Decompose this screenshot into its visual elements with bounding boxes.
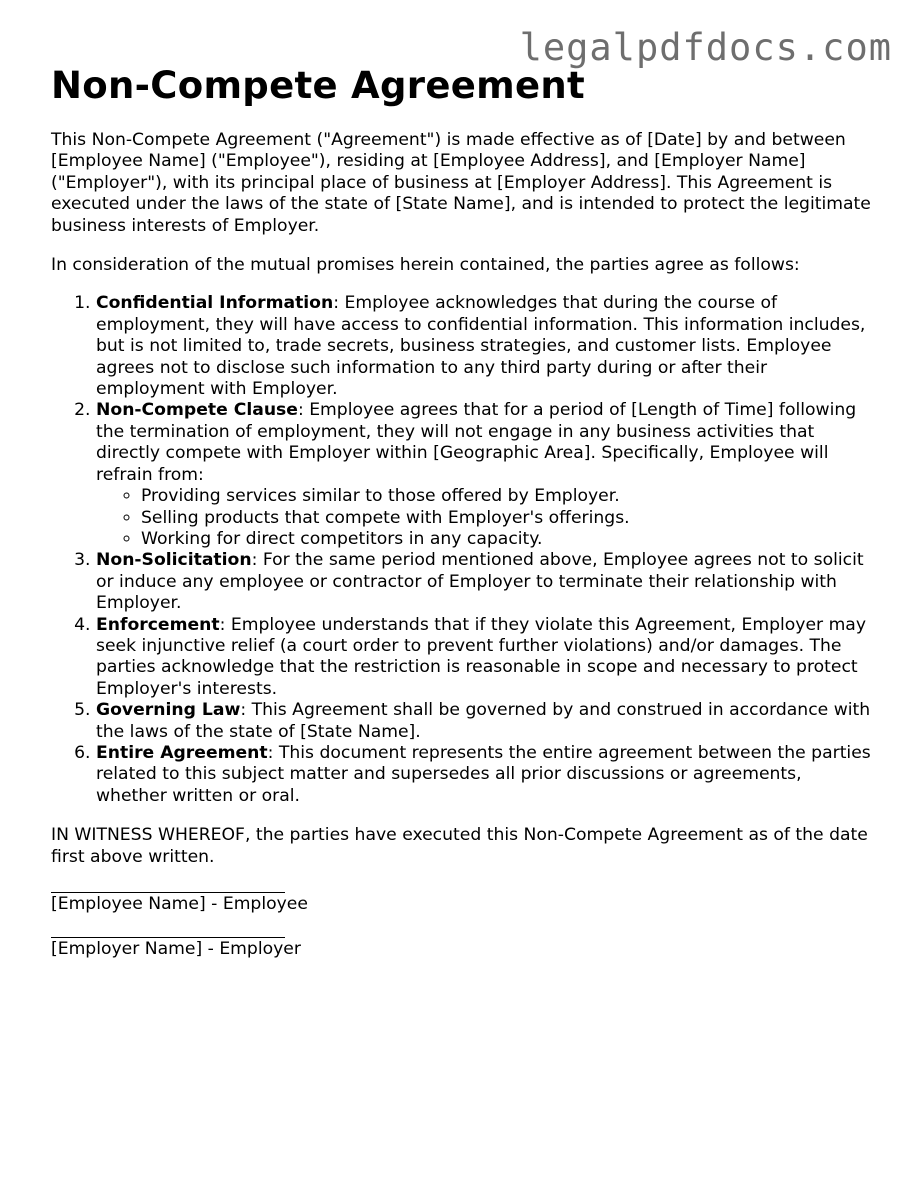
clause-text: : For the same period mentioned above, Employee agrees not to solicit or induce any employee or contractor of Employer to terminate their relationship with Employer.: [96, 550, 864, 614]
clause-text: : Employee acknowledges that during the course of employment, they will have access to confidential information. This information includes, but is not limited to, trade secrets, business strategies, and customer lists. Employee agrees not to disclose such information to any third party during or after their employment with Employer.: [96, 293, 866, 400]
clause-list: [51, 293, 871, 807]
clause-heading: Confidential Information: [96, 293, 334, 314]
clause-heading: Non-Compete Clause: [96, 400, 298, 421]
witness-paragraph: IN WITNESS WHEREOF, the parties have executed this Non-Compete Agreement as of the date first above written.: [51, 825, 868, 867]
sub-item: ◦ Selling products that compete with Employer's offerings.: [141, 508, 871, 529]
intro-paragraph: This Non-Compete Agreement ("Agreement") is made effective as of [Date] by and between [Employee Name] ("Employee"), residing at [Employee Address], and [Employer Name] ("Employer"), with its principal place of business at [Employer Address]. This Agreement is executed under the laws of the state of [State Name], and is intended to protect the legitimate business interests of Employer.: [51, 130, 871, 236]
clause-heading: Entire Agreement: [96, 742, 268, 763]
consideration-paragraph: In consideration of the mutual promises herein contained, the parties agree as follows:: [51, 255, 800, 276]
clause-item: [96, 400, 871, 550]
sub-item: ◦ Working for direct competitors in any capacity.: [141, 529, 871, 550]
clause-text: : This Agreement shall be governed by and construed in accordance with the laws of the state of [State Name].: [96, 700, 871, 742]
employer-signature-name: [Employer Name] - Employer: [51, 939, 301, 960]
watermark: legalpdfdocs.com: [519, 26, 892, 69]
clause-text: : Employee understands that if they violate this Agreement, Employer may seek injunctive relief (a court order to prevent further violations) and/or damages. The parties acknowledge that the restriction is reasonable in scope and necessary to protect Employer's interests.: [96, 614, 867, 699]
clause-text: : Employee agrees that for a period of [Length of Time] following the termination of employment, they will not engage in any business activities that directly compete with Employer within [Geographic Area]. Specifically, Employee will refrain from:: [96, 400, 857, 485]
document-title: Non-Compete Agreement: [51, 64, 585, 107]
clause-item: [96, 743, 871, 807]
document-page: [51, 62, 871, 961]
clause-heading: Enforcement: [96, 614, 220, 635]
clause-heading: Non-Solicitation: [96, 550, 252, 571]
clause-text: : This document represents the entire agreement between the parties related to this subject matter and supersedes all prior discussions or agreements, whether written or oral.: [96, 742, 871, 806]
signature-line: [51, 892, 285, 893]
clause-item: [96, 700, 871, 743]
clause-sublist: [96, 486, 871, 550]
employer-signature-block: [51, 937, 871, 960]
signature-line: [51, 937, 285, 938]
employee-signature-name: [Employee Name] - Employee: [51, 894, 308, 914]
employee-signature-block: [51, 892, 871, 915]
clause-heading: Governing Law: [96, 700, 241, 721]
clause-item: [96, 293, 871, 400]
sub-item: ◦ Providing services similar to those offered by Employer.: [141, 486, 871, 507]
clause-item: [96, 550, 871, 614]
clause-item: [96, 615, 871, 701]
